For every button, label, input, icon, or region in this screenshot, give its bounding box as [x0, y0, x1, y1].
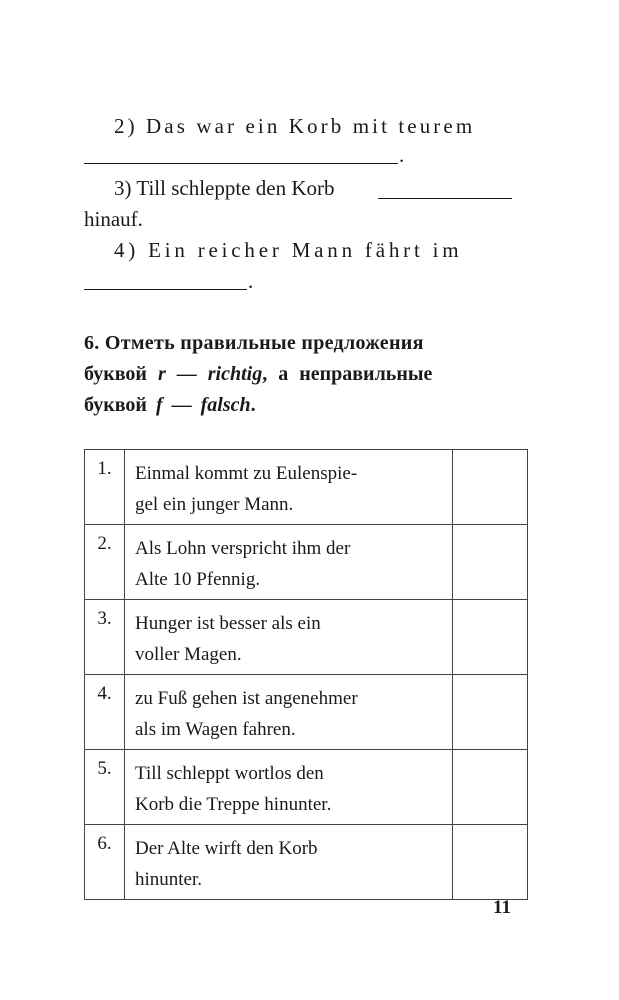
- statement-line: hinunter.: [135, 869, 203, 890]
- task-text: буквой: [84, 394, 147, 416]
- sentence-4-end: .: [248, 269, 254, 293]
- statement-cell: [125, 525, 453, 600]
- statement-cell: [125, 825, 453, 900]
- answer-cell[interactable]: [453, 825, 528, 900]
- statement-line: zu Fuß gehen ist angenehmer: [135, 688, 358, 709]
- task-dash: —: [171, 394, 192, 416]
- table-row: [85, 600, 528, 675]
- task-text: .: [250, 394, 256, 416]
- table-row: [85, 525, 528, 600]
- answer-cell[interactable]: [453, 525, 528, 600]
- task-letter-f: f: [155, 394, 163, 416]
- statement-line: voller Magen.: [135, 644, 242, 665]
- statement-line: Der Alte wirft den Korb: [135, 838, 318, 859]
- statement-line: Hunger ist besser als ein: [135, 613, 321, 634]
- statement-cell: [125, 750, 453, 825]
- statement-cell: [125, 600, 453, 675]
- row-number: 5.: [85, 750, 125, 825]
- statement-line: Einmal kommt zu Eulenspie-: [135, 463, 358, 484]
- sentence-4-line-1: 4) Ein reicher Mann fährt im: [114, 238, 463, 262]
- table-row: [85, 750, 528, 825]
- row-number: 3.: [85, 600, 125, 675]
- task-instruction-line-2: [84, 359, 513, 390]
- table-row: [85, 675, 528, 750]
- task-text: буквой: [84, 363, 147, 385]
- statement-line: Als Lohn verspricht ihm der: [135, 538, 351, 559]
- answer-cell[interactable]: [453, 450, 528, 525]
- row-number: 6.: [85, 825, 125, 900]
- statement-line: Till schleppt wortlos den: [135, 763, 324, 784]
- answer-cell[interactable]: [453, 600, 528, 675]
- sentence-2-line-1: 2) Das war ein Korb mit teurem: [114, 114, 476, 138]
- task-instruction-line-3: [84, 390, 513, 421]
- row-number: 2.: [85, 525, 125, 600]
- row-number: 4.: [85, 675, 125, 750]
- task-letter-r: r: [157, 363, 166, 385]
- sentence-3-line-2: hinauf.: [84, 207, 143, 231]
- statement-line: Korb die Treppe hinunter.: [135, 794, 332, 815]
- answer-cell[interactable]: [453, 750, 528, 825]
- sentence-3-blank[interactable]: [378, 198, 512, 199]
- sentence-3-line-1: 3) Till schleppte den Korb: [114, 176, 335, 200]
- statement-line: Alte 10 Pfennig.: [135, 569, 261, 590]
- table-row: [85, 825, 528, 900]
- task-6-instruction: [84, 328, 513, 421]
- task-word-falsch: falsch: [200, 394, 251, 416]
- task-word-richtig: richtig: [207, 363, 263, 385]
- task-text: , а неправильные: [262, 363, 433, 385]
- sentence-4-blank[interactable]: [84, 289, 247, 290]
- statement-cell: [125, 450, 453, 525]
- task-instruction-line-1: 6. Отметь правильные предложения: [84, 332, 424, 354]
- statement-cell: [125, 675, 453, 750]
- row-number: 1.: [85, 450, 125, 525]
- task-dash: —: [176, 363, 197, 385]
- answer-cell[interactable]: [453, 675, 528, 750]
- sentence-2-end: .: [399, 143, 405, 167]
- sentence-2-blank[interactable]: [84, 163, 398, 164]
- statement-line: gel ein junger Mann.: [135, 494, 294, 515]
- table-row: [85, 450, 528, 525]
- statement-line: als im Wagen fahren.: [135, 719, 296, 740]
- true-false-table: [84, 449, 528, 900]
- page-number: 11: [493, 897, 511, 918]
